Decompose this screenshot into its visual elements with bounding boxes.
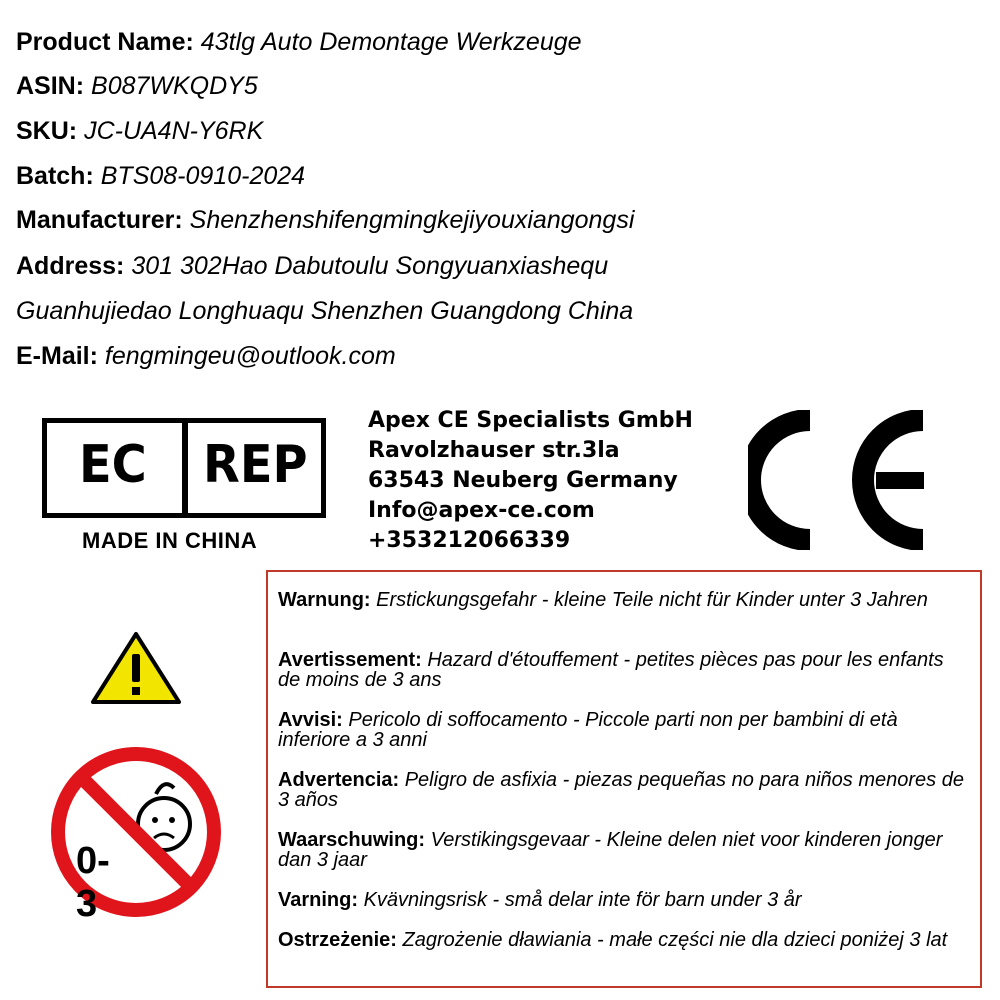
info-label: E-Mail: bbox=[16, 342, 98, 370]
warning-text: Verstikingsgevaar - Kleine delen niet voor kinderen jonger dan 3 jaar bbox=[278, 829, 943, 871]
info-value: Shenzhenshifengmingkejiyouxiangongsi bbox=[189, 206, 635, 234]
warning-label: Ostrzeżenie: bbox=[278, 929, 397, 951]
ec-rep-right-text: REP bbox=[203, 435, 308, 495]
info-value: 43tlg Auto Demontage Werkzeuge bbox=[200, 28, 582, 56]
warning-label: Avvisi: bbox=[278, 709, 343, 731]
rep-company: Apex CE Specialists GmbH bbox=[368, 408, 693, 433]
warning-fr bbox=[278, 650, 968, 690]
info-value: 301 302Hao Dabutoulu Songyuanxiashequ bbox=[131, 252, 609, 280]
ec-rep-symbol bbox=[42, 418, 326, 518]
warning-pl bbox=[278, 930, 968, 950]
info-value: fengmingeu@outlook.com bbox=[104, 342, 396, 370]
representative-address bbox=[368, 406, 693, 556]
prohibition-sign-icon bbox=[46, 742, 226, 922]
warning-text: Zagrożenie dławiania - małe części nie dla dzieci poniżej 3 lat bbox=[402, 929, 948, 951]
rep-city: 63543 Neuberg Germany bbox=[368, 468, 678, 493]
info-manufacturer bbox=[16, 206, 634, 235]
ce-mark-icon bbox=[748, 410, 933, 550]
warning-label: Warnung: bbox=[278, 589, 371, 611]
warning-label: Waarschuwing: bbox=[278, 829, 426, 851]
info-asin bbox=[16, 72, 258, 101]
info-address-line2 bbox=[16, 297, 633, 326]
info-value: BTS08-0910-2024 bbox=[100, 162, 306, 190]
info-sku bbox=[16, 117, 263, 146]
made-in-label: MADE IN CHINA bbox=[82, 528, 258, 553]
ec-rep-divider bbox=[182, 418, 188, 518]
rep-email: Info@apex-ce.com bbox=[368, 498, 595, 523]
warning-nl bbox=[278, 830, 968, 870]
info-label: Batch: bbox=[16, 162, 94, 190]
info-value: Guanhujiedao Longhuaqu Shenzhen Guangdong China bbox=[16, 297, 634, 325]
ec-rep-left-text: EC bbox=[79, 435, 147, 495]
warning-text: Pericolo di soffocamento - Piccole parti non per bambini di età inferiore a 3 anni bbox=[278, 709, 898, 751]
info-batch bbox=[16, 162, 305, 191]
info-address bbox=[16, 252, 608, 281]
info-label: Manufacturer: bbox=[16, 206, 183, 234]
info-label: Product Name: bbox=[16, 28, 194, 56]
info-value: JC-UA4N-Y6RK bbox=[84, 117, 264, 145]
warning-it bbox=[278, 710, 968, 750]
warning-de bbox=[278, 590, 968, 610]
age-badge-text: 0-3 bbox=[76, 840, 110, 925]
rep-phone: +353212066339 bbox=[368, 528, 571, 553]
warnings-box bbox=[266, 570, 982, 988]
info-value: B087WKQDY5 bbox=[91, 72, 258, 100]
warning-text: Peligro de asfixia - piezas pequeñas no para niños menores de 3 años bbox=[278, 769, 964, 811]
warning-text: Hazard d'étouffement - petites pièces pas pour les enfants de moins de 3 ans bbox=[278, 649, 944, 691]
rep-street: Ravolzhauser str.3la bbox=[368, 438, 620, 463]
warning-label: Avertissement: bbox=[278, 649, 422, 671]
info-label: Address: bbox=[16, 252, 125, 280]
warning-triangle-icon bbox=[90, 630, 182, 706]
warning-label: Varning: bbox=[278, 889, 359, 911]
info-email bbox=[16, 342, 396, 371]
warning-sv bbox=[278, 890, 968, 910]
warning-text: Erstickungsgefahr - kleine Teile nicht für Kinder unter 3 Jahren bbox=[376, 589, 928, 611]
warning-label: Advertencia: bbox=[278, 769, 400, 791]
warning-text: Kvävningsrisk - små delar inte för barn under 3 år bbox=[363, 889, 802, 911]
info-label: SKU: bbox=[16, 117, 78, 145]
info-label: ASIN: bbox=[16, 72, 85, 100]
info-product-name bbox=[16, 28, 582, 57]
warning-es bbox=[278, 770, 968, 810]
